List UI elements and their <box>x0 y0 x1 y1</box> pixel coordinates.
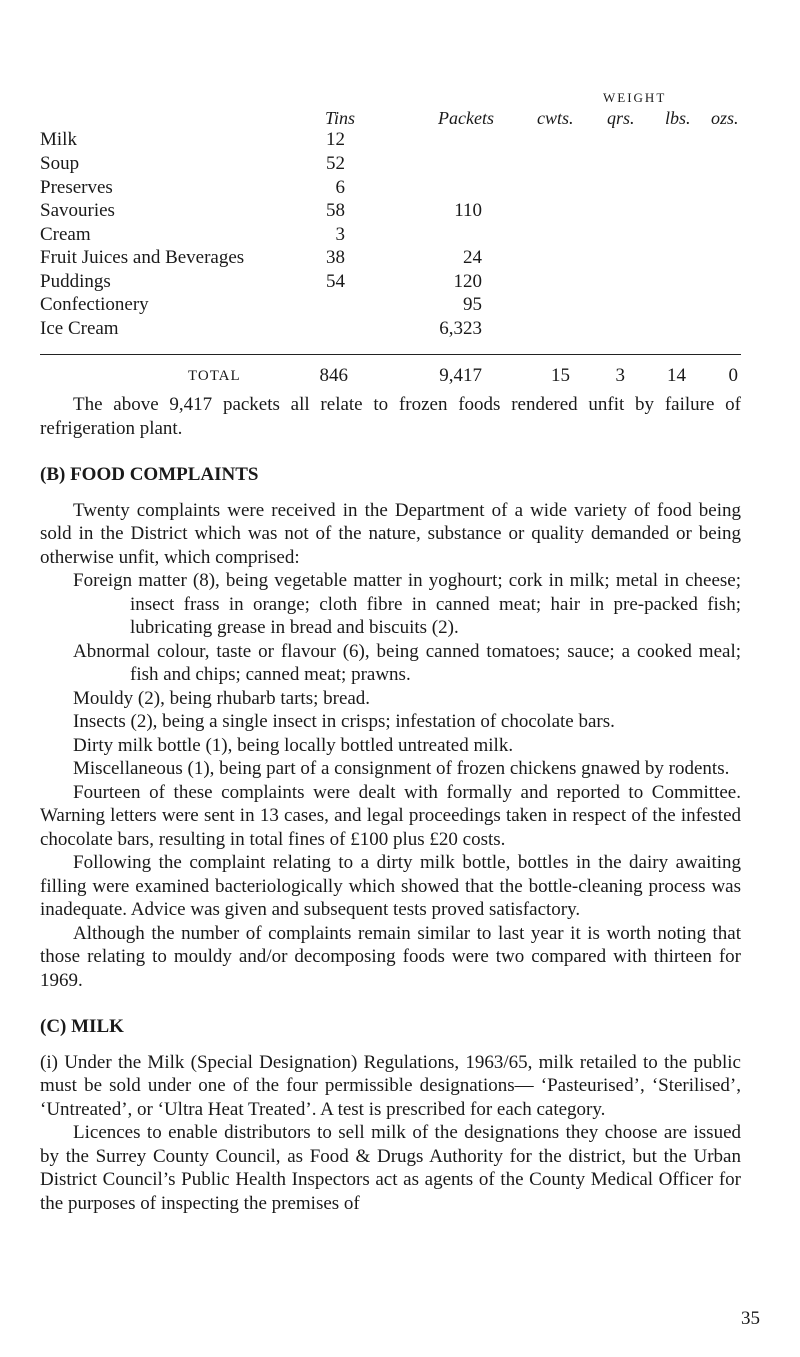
row-item-preserves: Preserves <box>40 177 113 198</box>
row-tins-fruit-juices: 38 <box>326 247 345 268</box>
col-header-packets: Packets <box>438 108 494 128</box>
col-header-ozs: ozs. <box>711 108 739 128</box>
row-tins-preserves: 6 <box>335 177 345 198</box>
row-tins-puddings: 54 <box>326 271 345 292</box>
body-text <box>40 393 741 1215</box>
row-tins-savouries: 58 <box>326 200 345 221</box>
list-item: Insects (2), being a single insect in crisps; infestation of chocolate bars. <box>73 711 615 732</box>
row-packets-savouries: 110 <box>454 200 482 221</box>
complaints-paragraph-4: Although the number of complaints remain similar to last year it is worth noting that those relating to mouldy and/or decomposing foods were two compared with thirteen for 1969. <box>40 922 741 991</box>
complaints-intro: Twenty complaints were received in the Department of a wide variety of food being sold in the District which was not of the nature, substance or quality demanded or being otherwise unfit, which comprised: <box>40 499 741 568</box>
row-packets-confectionery: 95 <box>463 294 482 315</box>
milk-paragraph-2: Licences to enable distributors to sell milk of the designations they choose are issued by the Surrey County Council, as Food & Drugs Authority for the district, but the Urban District Council’s Public Health Inspectors act as agents of the County Medical Officer for the purposes of inspecting the premises of <box>40 1122 741 1214</box>
col-header-cwts: cwts. <box>537 108 574 128</box>
row-tins-milk: 12 <box>326 129 345 150</box>
row-packets-fruit-juices: 24 <box>463 247 482 268</box>
row-packets-ice-cream: 6,323 <box>439 318 482 339</box>
row-item-ice-cream: Ice Cream <box>40 318 119 339</box>
heading-milk: (C) MILK <box>40 1016 124 1037</box>
row-item-cream: Cream <box>40 224 91 245</box>
weight-header: WEIGHT <box>603 90 667 105</box>
complaints-paragraph-3: Following the complaint relating to a dirty milk bottle, bottles in the dairy awaiting filling were examined bacteriologically which showed that the bottle-cleaning process was inadequate. Advice was given and subsequent tests proved satisfactory. <box>40 852 741 920</box>
col-header-tins: Tins <box>325 108 356 128</box>
row-item-milk: Milk <box>40 129 77 150</box>
complaints-paragraph-2: Fourteen of these complaints were dealt with formally and reported to Committee. Warning letters were sent in 13 cases, and legal proceedings taken in respect of the infested chocolate bars, resulting in total fines of £100 plus £20 costs. <box>40 781 741 850</box>
total-label: TOTAL <box>188 368 241 384</box>
row-item-fruit-juices: Fruit Juices and Beverages <box>40 247 245 268</box>
row-item-savouries: Savouries <box>40 200 115 221</box>
row-packets-puddings: 120 <box>453 271 482 292</box>
row-item-soup: Soup <box>40 153 80 174</box>
col-header-qrs: qrs. <box>607 108 635 128</box>
total-tins: 846 <box>319 365 348 386</box>
row-tins-soup: 52 <box>326 153 345 174</box>
row-tins-cream: 3 <box>335 224 345 245</box>
col-header-lbs: lbs. <box>665 108 691 128</box>
page-number: 35 <box>741 1308 760 1329</box>
list-item: Miscellaneous (1), being part of a consignment of frozen chickens gnawed by rodents. <box>73 758 730 779</box>
packets-note: The above 9,417 packets all relate to frozen foods rendered unfit by failure of refrigeration plant. <box>40 394 741 439</box>
list-item: Abnormal colour, taste or flavour (6), being canned tomatoes; sauce; a cooked meal; fish and chips; canned meat; prawns. <box>73 640 741 685</box>
row-item-puddings: Puddings <box>40 271 111 292</box>
milk-paragraph-1: (i) Under the Milk (Special Designation) Regulations, 1963/65, milk retailed to the public must be sold under one of the four permissible designations— ‘Pasteurised’, ‘Sterilised’, ‘Untreated’, or ‘Ultra Heat Treated’. A test is prescribed for each category. <box>40 1051 741 1120</box>
list-item: Mouldy (2), being rhubarb tarts; bread. <box>73 687 371 709</box>
total-cwts: 15 <box>551 365 570 386</box>
total-packets: 9,417 <box>439 365 482 386</box>
total-ozs: 0 <box>728 365 738 386</box>
row-item-confectionery: Confectionery <box>40 294 149 315</box>
total-lbs: 14 <box>667 365 686 386</box>
list-item: Dirty milk bottle (1), being locally bottled untreated milk. <box>73 734 514 756</box>
total-rule <box>40 354 741 355</box>
total-qrs: 3 <box>615 365 625 386</box>
heading-food-complaints: (B) FOOD COMPLAINTS <box>40 464 259 485</box>
list-item: Foreign matter (8), being vegetable matter in yoghourt; cork in milk; metal in cheese; insect frass in orange; cloth fibre in canned meat; hair in pre-packed fish; lubricating grease in bread and biscuits (2). <box>73 570 741 638</box>
